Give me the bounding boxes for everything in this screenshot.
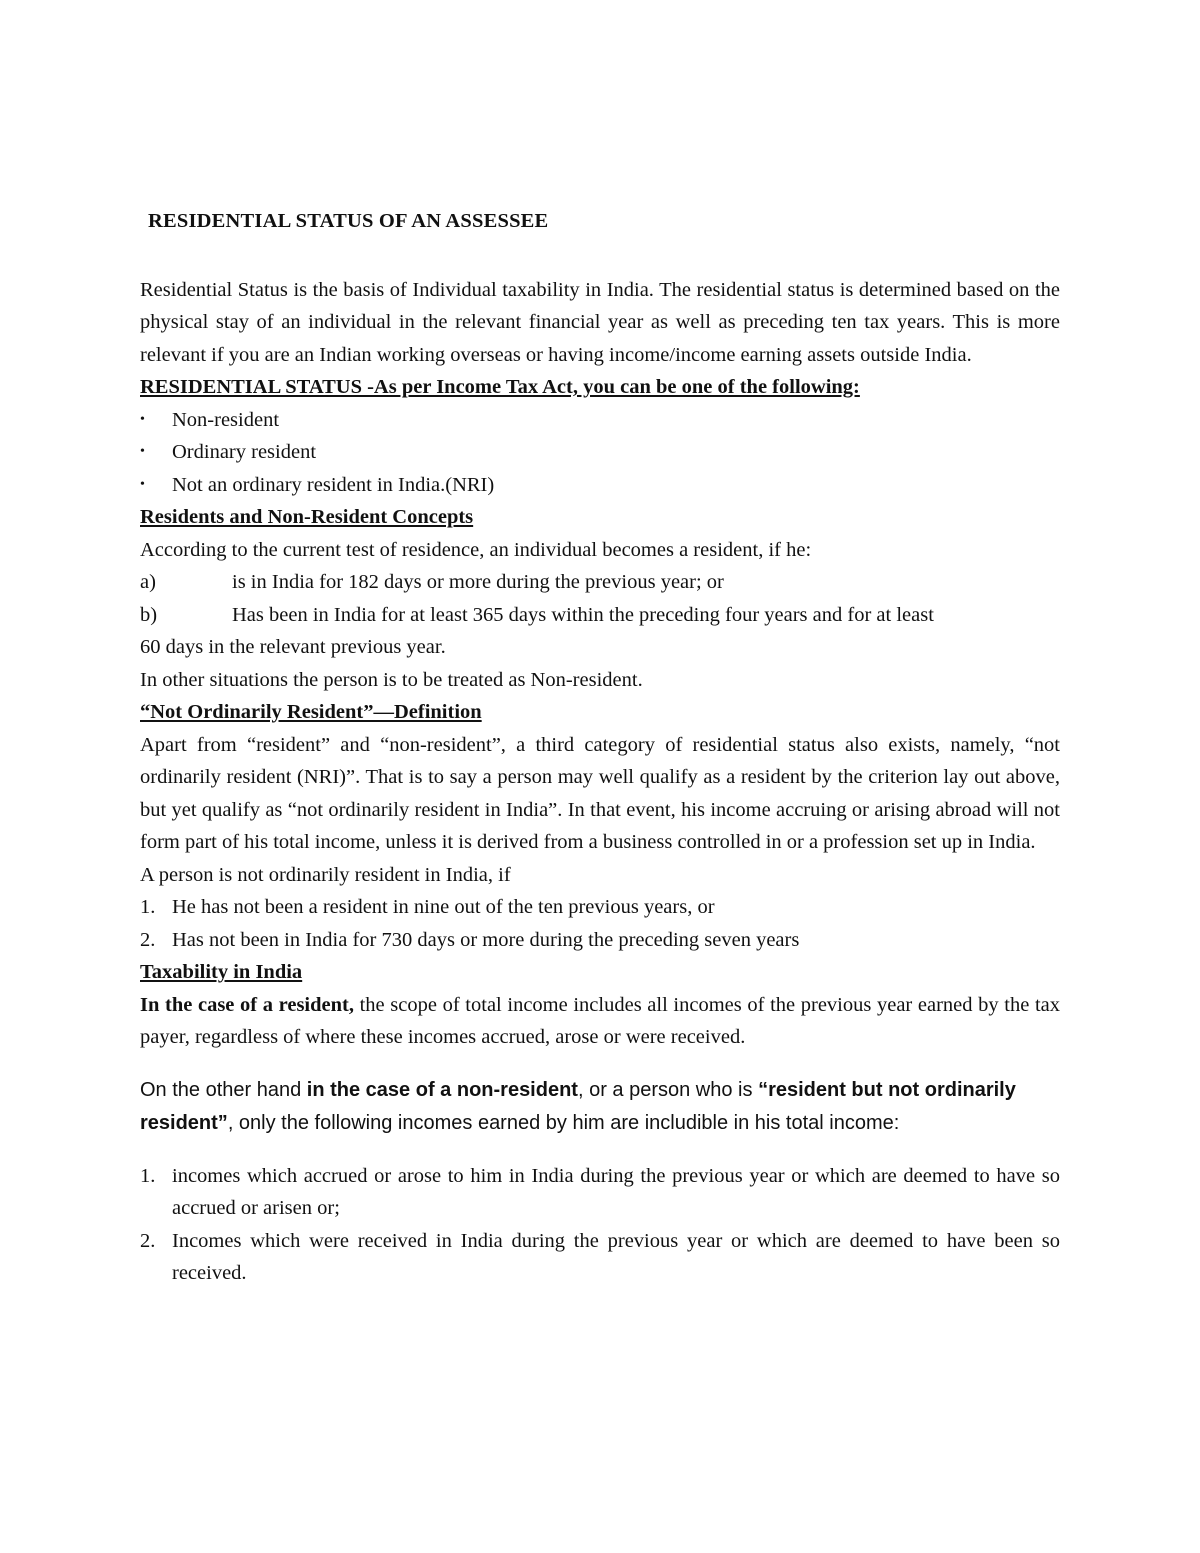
concepts-item-b [140, 599, 1060, 632]
concepts-heading: Residents and Non-Resident Concepts [140, 506, 474, 528]
nor-heading: “Not Ordinarily Resident”—Definition [140, 701, 482, 723]
concepts-item-b-continuation: 60 days in the relevant previous year. [140, 636, 446, 658]
concepts-intro: According to the current test of residence, an individual becomes a resident, if he: [140, 538, 812, 561]
list-marker: a) [140, 571, 156, 593]
status-list [140, 404, 1060, 502]
tax-nonres-text-1: On the other hand [140, 1078, 307, 1101]
document-body [140, 205, 1060, 1290]
list-item-text: Not an ordinary resident in India.(NRI) [172, 473, 495, 496]
concepts-other: In other situations the person is to be treated as Non-resident. [140, 668, 643, 691]
tax-nonresident-paragraph [140, 1074, 1060, 1140]
list-item-text: He has not been a resident in nine out of the ten previous years, or [172, 896, 715, 918]
bullet-icon: • [140, 476, 145, 492]
tax-nonres-text-2: , or a person who is [577, 1078, 759, 1101]
tax-resident-bold: In the case of a resident, [140, 993, 354, 1016]
tax-item-1 [140, 1160, 1060, 1225]
list-marker: 1. [140, 896, 156, 918]
list-item-text: Has not been in India for 730 days or more during the preceding seven years [172, 928, 800, 951]
list-item-text: Incomes which were received in India during the previous year or which are deemed to have been so received. [172, 1229, 1060, 1284]
list-item [140, 469, 1060, 502]
tax-heading: Taxability in India [140, 961, 303, 983]
list-marker: b) [140, 603, 158, 626]
status-heading: RESIDENTIAL STATUS -As per Income Tax Act, you can be one of the following: [140, 376, 860, 398]
nor-item-2 [140, 924, 1060, 957]
tax-item-2 [140, 1225, 1060, 1290]
list-marker: 2. [140, 1229, 156, 1252]
concepts-item-a [140, 566, 1060, 599]
list-item-text: Non-resident [172, 408, 280, 431]
list-marker: 1. [140, 1164, 156, 1187]
list-marker: 2. [140, 928, 156, 951]
list-item-text: Ordinary resident [172, 441, 317, 463]
document-title: RESIDENTIAL STATUS OF AN ASSESSEE [148, 210, 549, 232]
nor-item-1 [140, 891, 1060, 924]
list-item [140, 436, 1060, 469]
bullet-icon: • [140, 411, 145, 427]
tax-nonres-bold-1: in the case of a non-resident [306, 1078, 578, 1101]
list-item [140, 404, 1060, 437]
list-item-text: is in India for 182 days or more during the previous year; or [232, 571, 724, 593]
tax-resident-text: the scope of total income includes all incomes of the previous year earned by the tax payer, regardless of where these incomes accrued, arose or were received. [140, 993, 1061, 1048]
tax-nonres-bold-2: “resident but not ordinarily resident” [140, 1078, 1016, 1134]
list-item-text: incomes which accrued or arose to him in India during the previous year or which are deemed to have so accrued or arisen or; [172, 1164, 1060, 1219]
tax-nonres-text-3: , only the following incomes earned by him are includible in his total income: [227, 1111, 900, 1134]
nor-paragraph: Apart from “resident” and “non-resident”, a third category of residential status also exists, namely, “not ordinarily resident (NRI)”. That is to say a person may well qualify as a resident by the criterion lay out above, but yet qualify as “not ordinarily resident in India”. In that event, his income accruing or arising abroad will not form part of his total income, unless it is derived from a business controlled in or a profession set up in India. [140, 733, 1060, 853]
nor-intro: A person is not ordinarily resident in India, if [140, 863, 511, 886]
list-item-text: Has been in India for at least 365 days within the preceding four years and for at least [232, 603, 934, 626]
tax-resident-paragraph [140, 989, 1060, 1054]
intro-paragraph: Residential Status is the basis of Individual taxability in India. The residential status is determined based on the physical stay of an individual in the relevant financial year as well as preceding ten tax years. This is more relevant if you are an Indian working overseas or having income/income earning assets outside India. [140, 278, 1060, 366]
bullet-icon: • [140, 444, 145, 459]
